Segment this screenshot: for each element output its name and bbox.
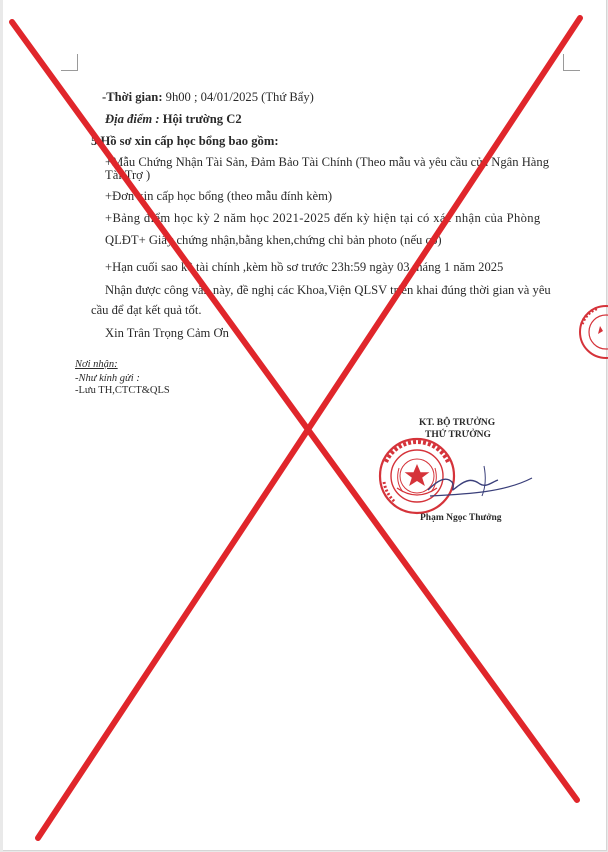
closing-line-1: Nhận được công văn này, đề nghị các Khoa,Viện QLSV triển khai đúng thời gian và yêu (105, 283, 551, 297)
signer-title-1: KT. BỘ TRƯỞNG (419, 418, 496, 428)
signer-title-2: THỨ TRƯỞNG (425, 430, 491, 440)
recipient-2: -Lưu TH,CTCT&QLS (75, 385, 170, 396)
venue-label: Địa điểm : (105, 112, 163, 126)
closing-line-2: cầu để đạt kết quả tốt. (91, 303, 202, 317)
item-line-3: +Đơn xin cấp học bổng (theo mẫu đính kèm) (105, 189, 333, 203)
thanks-line: Xin Trân Trọng Cảm Ơn (105, 326, 229, 340)
signer-name: Phạm Ngọc Thưởng (420, 513, 502, 523)
official-seal-icon (380, 439, 454, 513)
time-label: -Thời gian: (102, 90, 163, 104)
item-line-4: +Bảng điểm học kỳ 2 năm học 2021-2025 đến kỳ hiện tại có xác nhận của Phòng (105, 211, 541, 225)
recipients-heading: Nơi nhận: (75, 359, 118, 370)
partial-edge-seal-icon (580, 306, 608, 358)
item-line-1: +Mẫu Chứng Nhận Tài Sản, Đảm Bảo Tài Chính (Theo mẫu và yêu cầu của Ngân Hàng (105, 155, 549, 169)
handwritten-signature-icon (428, 466, 532, 496)
item-line-6: +Hạn cuối sao kê tài chính ,kèm hồ sơ trước 23h:59 ngày 03 tháng 1 năm 2025 (105, 260, 504, 274)
section-5-heading: 5.Hồ sơ xin cấp học bổng bao gồm: (91, 134, 279, 148)
item-line-2: Tài Trợ ) (105, 168, 151, 182)
recipient-1: -Như kính gửi : (75, 373, 140, 384)
time-value: 9h00 ; 04/01/2025 (Thứ Bẩy) (162, 90, 314, 104)
venue-value: Hội trường C2 (162, 112, 242, 126)
item-line-5: QLĐT+ Giấy chứng nhận,bằng khen,chứng chỉ bản photo (nếu có) (105, 233, 442, 247)
red-x-cross-icon (12, 18, 580, 838)
